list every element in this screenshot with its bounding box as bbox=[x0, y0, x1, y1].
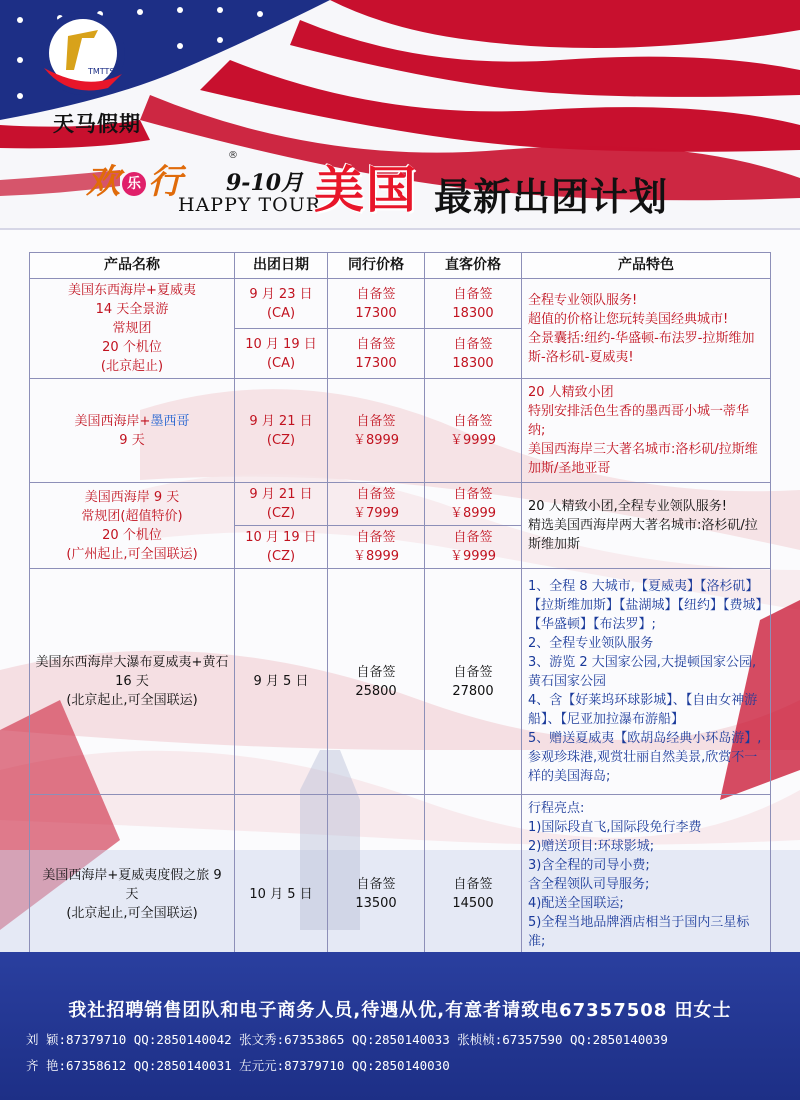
departure-date bbox=[235, 329, 328, 379]
tour-months: 9-10月 bbox=[226, 170, 304, 196]
direct-price bbox=[425, 329, 522, 379]
flag-banner bbox=[0, 0, 800, 230]
visa-note: 自备签 bbox=[356, 286, 396, 302]
price-value: 14500 bbox=[452, 896, 494, 911]
visa-note: 自备签 bbox=[356, 487, 396, 502]
table-header-row bbox=[30, 253, 771, 279]
price-value: ￥9999 bbox=[449, 549, 497, 564]
header-product: 产品名称 bbox=[30, 253, 235, 279]
direct-price bbox=[425, 279, 522, 329]
price-value: ￥8999 bbox=[449, 506, 497, 521]
product-line: 9 天 bbox=[119, 432, 145, 448]
trade-price bbox=[328, 569, 425, 795]
feature-line: 1、全程 8 大城市,【夏威夷】【洛杉矶】【拉斯维加斯】【盐湖城】【纽约】【费城】【华盛顿】【布法罗】; bbox=[528, 579, 763, 632]
logo-name: 天马假期 bbox=[53, 112, 141, 136]
header-date: 出团日期 bbox=[235, 253, 328, 279]
departure-date bbox=[235, 526, 328, 569]
airline-code: (CZ) bbox=[266, 549, 296, 564]
trade-price bbox=[328, 526, 425, 569]
table-row bbox=[30, 569, 771, 795]
departure-date bbox=[235, 483, 328, 526]
visa-note: 自备签 bbox=[453, 286, 493, 302]
product-line: (北京起止) bbox=[100, 359, 164, 374]
product-line: (北京起止,可全国联运) bbox=[66, 693, 198, 708]
price-value: 13500 bbox=[355, 896, 397, 911]
product-features bbox=[522, 483, 771, 569]
price-value: 17300 bbox=[355, 305, 397, 321]
contact-line: 刘 颖:87379710 QQ:2850140042 张文秀:67353865 QQ:2850140033 张桢桢:67357590 QQ:2850140039 bbox=[26, 1032, 668, 1047]
trade-price bbox=[328, 379, 425, 483]
price-value: 18300 bbox=[452, 305, 494, 321]
product-line: 美国东西海岸大瀑布夏威夷+黄石 16 天 bbox=[35, 655, 229, 689]
product-name bbox=[30, 279, 235, 379]
logo bbox=[38, 8, 156, 136]
feature-line: 4)配送全国联运; bbox=[528, 896, 624, 911]
price-value: 18300 bbox=[452, 355, 494, 371]
feature-line: 特别安排活色生香的墨西哥小城一蒂华纳; bbox=[528, 404, 750, 438]
trade-price bbox=[328, 483, 425, 526]
airline-code: (CZ) bbox=[266, 432, 296, 448]
feature-line: 4、含【好莱坞环球影城】、【自由女神游船】、【尼亚加拉瀑布游船】 bbox=[528, 693, 758, 727]
feature-line: 3)含全程的司导小费; bbox=[528, 858, 650, 873]
date-text: 9 月 21 日 bbox=[249, 413, 313, 429]
feature-line: 美国西海岸三大著名城市:洛杉矶/拉斯维加斯/圣地亚哥 bbox=[528, 442, 758, 476]
price-value: ￥7999 bbox=[352, 506, 400, 521]
feature-line: 20 人精致小团,全程专业领队服务! bbox=[528, 499, 728, 514]
date-text: 9 月 23 日 bbox=[249, 286, 313, 302]
header-direct-price: 直客价格 bbox=[425, 253, 522, 279]
product-name bbox=[30, 483, 235, 569]
visa-note: 自备签 bbox=[356, 664, 396, 680]
series-char-3: 行 bbox=[148, 162, 182, 202]
feature-line: 全程专业领队服务! bbox=[528, 292, 638, 308]
product-line: 14 天全景游 bbox=[95, 302, 169, 317]
price-value: ￥8999 bbox=[352, 549, 400, 564]
airline-code: (CA) bbox=[266, 305, 296, 321]
footer bbox=[0, 952, 800, 1100]
product-name bbox=[30, 379, 235, 483]
product-line: 美国西海岸 9 天 bbox=[84, 489, 180, 505]
product-line: 20 个机位 bbox=[102, 340, 162, 355]
date-text: 10 月 19 日 bbox=[245, 530, 317, 545]
feature-line: 20 人精致小团 bbox=[528, 385, 614, 400]
product-line: 常规团(超值特价) bbox=[81, 508, 183, 524]
direct-price bbox=[425, 526, 522, 569]
direct-price bbox=[425, 483, 522, 526]
product-line: 20 个机位 bbox=[102, 527, 162, 543]
visa-note: 自备签 bbox=[356, 877, 396, 892]
series-char-2: 乐 bbox=[122, 172, 146, 196]
table-row bbox=[30, 483, 771, 526]
contact-line: 齐 艳:67358612 QQ:2850140031 左元元:87379710 QQ:2850140030 bbox=[26, 1058, 450, 1073]
page-title-country: 美国 bbox=[314, 161, 418, 219]
feature-line: 5)全程当地品牌酒店相当于国内三星标准; bbox=[528, 915, 750, 949]
svg-text:TMTTS: TMTTS bbox=[88, 67, 115, 76]
feature-line: 行程亮点: bbox=[528, 801, 585, 816]
date-text: 10 月 19 日 bbox=[245, 336, 317, 352]
registered-mark: ® bbox=[228, 150, 238, 161]
visa-note: 自备签 bbox=[356, 336, 396, 352]
product-line: (北京起止,可全国联运) bbox=[66, 905, 198, 921]
date-text: 9 月 21 日 bbox=[249, 487, 313, 502]
direct-price bbox=[425, 379, 522, 483]
trade-price bbox=[328, 279, 425, 329]
product-line bbox=[34, 412, 230, 431]
price-value: 17300 bbox=[355, 355, 397, 371]
visa-note: 自备签 bbox=[356, 530, 396, 545]
visa-note: 自备签 bbox=[453, 487, 493, 502]
feature-line: 超值的价格让您玩转美国经典城市! bbox=[528, 311, 729, 327]
table-row bbox=[30, 379, 771, 483]
departure-date bbox=[235, 379, 328, 483]
airline-code: (CZ) bbox=[266, 506, 296, 521]
product-name bbox=[30, 569, 235, 795]
feature-line: 全景囊括:纽约-华盛顿-布法罗-拉斯维加斯-洛杉矶-夏威夷! bbox=[528, 330, 755, 365]
product-features bbox=[522, 279, 771, 379]
date-text: 9 月 5 日 bbox=[253, 674, 309, 689]
visa-note: 自备签 bbox=[453, 877, 493, 892]
table-row bbox=[30, 279, 771, 329]
date-text: 10 月 5 日 bbox=[249, 886, 313, 902]
header-features: 产品特色 bbox=[522, 253, 771, 279]
price-value: 25800 bbox=[355, 683, 397, 699]
series-char-1: 欢 bbox=[86, 162, 120, 202]
airline-code: (CA) bbox=[266, 355, 296, 371]
feature-line: 1)国际段直飞,国际段免行李费 bbox=[528, 820, 702, 835]
series-logo bbox=[86, 154, 182, 203]
product-line: (广州起止,可全国联运) bbox=[66, 546, 198, 562]
product-text: 美国西海岸+ bbox=[74, 413, 151, 429]
feature-line: 5、赠送夏威夷【欧胡岛经典小环岛游】,参观珍珠港,观赏壮丽自然美景,欣赏不一样的美国海岛; bbox=[528, 731, 762, 784]
visa-note: 自备签 bbox=[356, 413, 396, 429]
departure-date bbox=[235, 279, 328, 329]
feature-line: 3、游览 2 大国家公园,大提顿国家公园,黄石国家公园 bbox=[528, 655, 757, 689]
price-value: ￥9999 bbox=[449, 432, 497, 448]
visa-note: 自备签 bbox=[453, 413, 493, 429]
title-row bbox=[86, 150, 786, 230]
price-value: 27800 bbox=[452, 683, 494, 699]
trade-price bbox=[328, 329, 425, 379]
page-title: 最新出团计划 bbox=[434, 175, 669, 219]
feature-line: 精选美国西海岸两大著名城市:洛杉矶/拉斯维加斯 bbox=[528, 518, 758, 552]
price-value: ￥8999 bbox=[352, 432, 400, 448]
product-line: 美国西海岸+夏威夷度假之旅 9 天 bbox=[42, 867, 222, 902]
product-line: 美国东西海岸+夏威夷 bbox=[68, 283, 196, 298]
logo-mark-icon bbox=[38, 8, 128, 98]
product-features bbox=[522, 569, 771, 795]
product-text-highlight: 墨西哥 bbox=[150, 413, 190, 429]
departure-date bbox=[235, 569, 328, 795]
visa-note: 自备签 bbox=[453, 530, 493, 545]
header-trade-price: 同行价格 bbox=[328, 253, 425, 279]
tour-table bbox=[29, 252, 770, 994]
feature-line: 2、全程专业领队服务 bbox=[528, 636, 654, 651]
product-features bbox=[522, 379, 771, 483]
feature-line: 2)赠送项目:环球影城; bbox=[528, 839, 655, 854]
visa-note: 自备签 bbox=[453, 336, 493, 352]
recruit-notice: 我社招聘销售团队和电子商务人员,待遇从优,有意者请致电67357508 田女士 bbox=[68, 1000, 732, 1021]
direct-price bbox=[425, 569, 522, 795]
visa-note: 自备签 bbox=[453, 664, 493, 680]
feature-line: 含全程领队司导服务; bbox=[528, 877, 650, 892]
happy-tour-label: HAPPY TOUR bbox=[178, 194, 322, 216]
product-line: 常规团 bbox=[112, 321, 152, 336]
